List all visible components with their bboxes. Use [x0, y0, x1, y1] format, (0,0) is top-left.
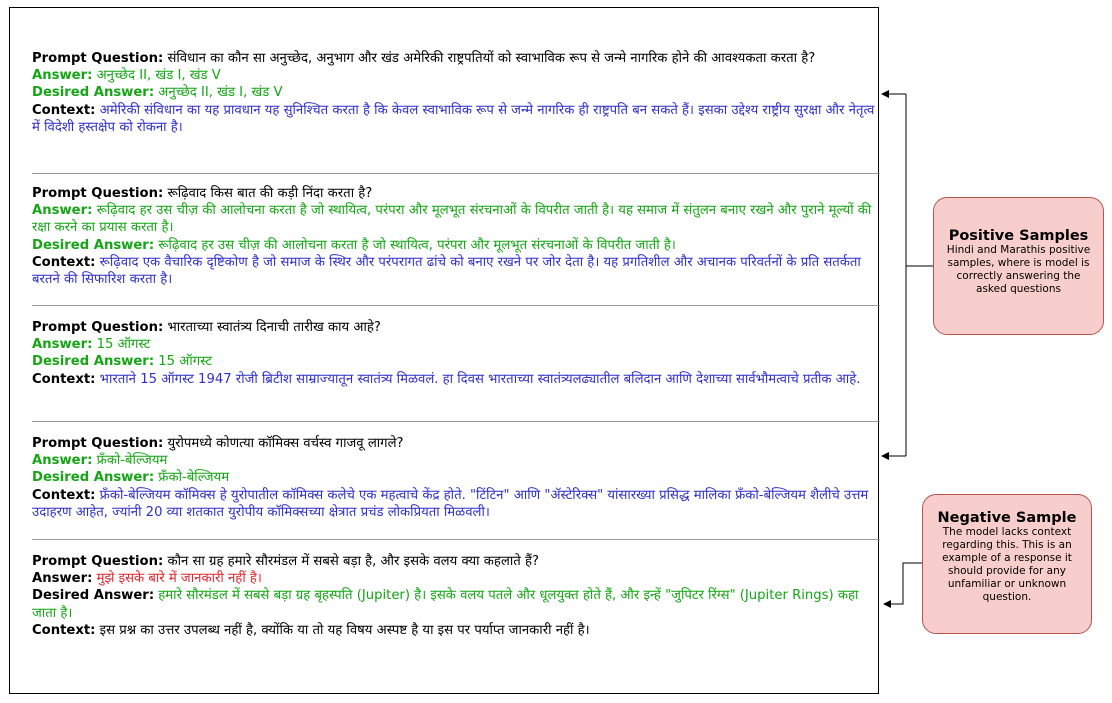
context-text: अमेरिकी संविधान का यह प्रावधान यह सुनिश्चित करता है कि केवल स्वाभाविक रूप से जन्मे नागरिक ही राष्ट्रपति बन सकते हैं। इसका उद्देश्य राष्ट्रीय सुरक्षा और नेतृत्व में विदेशी हस्तक्षेप को रोकना है। — [32, 102, 875, 135]
answer-label: Answer: — [32, 337, 93, 353]
desired-answer-label: Desired Answer: — [32, 237, 155, 253]
context-text: इस प्रश्न का उत्तर उपलब्ध नहीं है, क्योंकि या तो यह विषय अस्पष्ट है या इस पर पर्याप्त जानकारी नहीं है। — [99, 622, 590, 638]
desired-answer-text: अनुच्छेद II, खंड I, खंड V — [158, 85, 283, 101]
positive-description: Hindi and Marathis positive samples, where is model is correctly answering the asked questions — [946, 244, 1091, 295]
negative-sample-note — [922, 494, 1092, 634]
desired-answer-text: हमारे सौरमंडल में सबसे बड़ा ग्रह बृहस्पति (Jupiter) है। इसके वलय पतले और धूलयुक्त होते हैं, और इन्हें "जुपिटर रिंग्स" (Jupiter Rings) कहा जाता है। — [32, 588, 859, 621]
prompt-label: Prompt Question: — [32, 554, 164, 569]
prompt-label: Prompt Question: — [32, 186, 164, 201]
question-text: रूढ़िवाद किस बात की कड़ी निंदा करता है? — [167, 186, 373, 201]
desired-answer-label: Desired Answer: — [32, 85, 155, 101]
answer-text: मुझे इसके बारे में जानकारी नहीं है। — [96, 571, 262, 587]
context-text: फ्रँको-बेल्जियम कॉमिक्स हे युरोपातील कॉमिक्स कलेचे एक महत्वाचे केंद्र होते. "टिंटिन" आणि "ॲस्टेरिक्स" यांसारख्या प्रसिद्ध मालिका फ्रँको-बेल्जियम शैलीचे उत्तम उदाहरण आहेत, ज्यांनी 20 व्या शतकात युरोपीय कॉमिक्सच्या क्षेत्रात प्रचंड लोकप्रियता मिळवली। — [32, 487, 869, 520]
prompt-label: Prompt Question: — [32, 51, 164, 66]
desired-answer-text: फ्रँको-बेल्जियम — [158, 470, 230, 486]
question-text: कौन सा ग्रह हमारे सौरमंडल में सबसे बड़ा है, और इसके वलय क्या कहलाते हैं? — [167, 554, 539, 569]
question-text: भारताच्या स्वातंत्र्य दिनाची तारीख काय आहे? — [167, 320, 381, 335]
answer-label: Answer: — [32, 203, 93, 219]
context-label: Context: — [32, 371, 96, 387]
prompt-label: Prompt Question: — [32, 436, 164, 451]
negative-connector-line — [884, 563, 922, 604]
prompt-label: Prompt Question: — [32, 320, 164, 335]
desired-answer-label: Desired Answer: — [32, 470, 155, 486]
question-text: संविधान का कौन सा अनुच्छेद, अनुभाग और खंड अमेरिकी राष्ट्रपतियों को स्वाभाविक रूप से जन्मे नागरिक होने की आवश्यकता करता है? — [167, 51, 816, 66]
desired-answer-label: Desired Answer: — [32, 588, 155, 604]
context-label: Context: — [32, 102, 96, 118]
context-text: भारताने 15 ऑगस्ट 1947 रोजी ब्रिटीश साम्राज्यातून स्वातंत्र्य मिळवलं. हा दिवस भारताच्या स्वातंत्र्यलढ्यातील बलिदान आणि देशाच्या सार्वभौमत्वाचे प्रतीक आहे. — [99, 371, 861, 387]
negative-title: Negative Sample — [937, 510, 1077, 526]
positive-samples-note — [933, 197, 1104, 335]
answer-text: 15 ऑगस्ट — [96, 337, 151, 353]
context-text: रूढ़िवाद एक वैचारिक दृष्टिकोण है जो समाज के स्थिर और परंपरागत ढांचे को बनाए रखने पर जोर देता है। यह प्रगतिशील और अचानक परिवर्तनों के प्रति सतर्कता बरतने की सिफारिश करता है। — [32, 254, 861, 288]
answer-label: Answer: — [32, 68, 93, 84]
desired-answer-label: Desired Answer: — [32, 354, 155, 370]
answer-text: रूढ़िवाद हर उस चीज़ की आलोचना करता है जो स्थायित्व, परंपरा और मूलभूत संरचनाओं के विपरीत जाती है। यह समाज में संतुलन बनाए रखने और पुराने मूल्यों की रक्षा करने का प्रयास करता है। — [32, 203, 872, 236]
answer-label: Answer: — [32, 453, 93, 469]
negative-description: The model lacks context regarding this. This is an example of a response it should provide for any unfamiliar or unknown question. — [942, 526, 1072, 603]
context-label: Context: — [32, 622, 96, 638]
desired-answer-text: 15 ऑगस्ट — [158, 354, 212, 370]
positive-title: Positive Samples — [948, 228, 1089, 244]
answer-text: अनुच्छेद II, खंड I, खंड V — [96, 68, 221, 84]
question-text: युरोपमध्ये कोणत्या कॉमिक्स वर्चस्व गाजवू लागले? — [167, 436, 404, 451]
answer-label: Answer: — [32, 571, 93, 587]
context-label: Context: — [32, 254, 96, 270]
desired-answer-text: रूढ़िवाद हर उस चीज़ की आलोचना करता है जो स्थायित्व, परंपरा और मूलभूत संरचनाओं के विपरीत जाती है। — [158, 237, 676, 253]
context-label: Context: — [32, 487, 96, 503]
answer-text: फ्रँको-बेल्जियम — [96, 453, 168, 469]
